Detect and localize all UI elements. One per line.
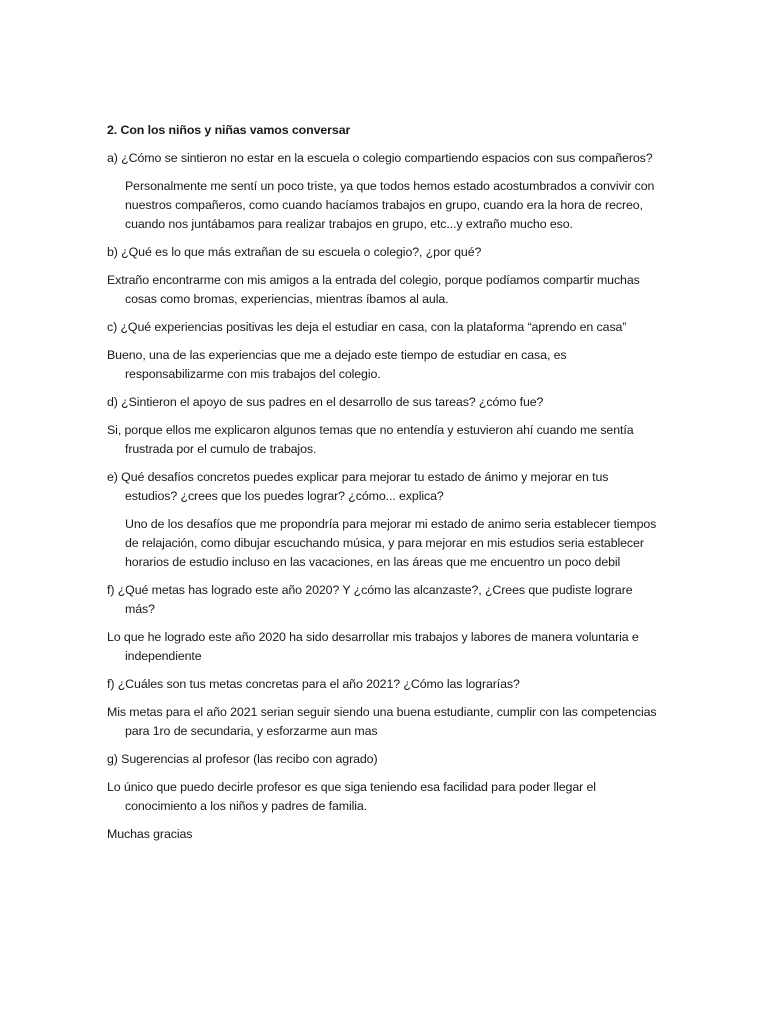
answer-f-2021: Mis metas para el año 2021 serian seguir siendo una buena estudiante, cumplir con las competencias para 1ro de secundaria, y esforzarme aun mas (107, 705, 657, 738)
closing-text: Muchas gracias (107, 827, 193, 841)
document-page (107, 121, 662, 853)
answer-f-2020: Lo que he logrado este año 2020 ha sido desarrollar mis trabajos y labores de manera voluntaria e independiente (107, 630, 639, 663)
question-f-2021: f) ¿Cuáles son tus metas concretas para el año 2021? ¿Cómo las lograrías? (107, 677, 520, 691)
answer-d: Si, porque ellos me explicaron algunos temas que no entendía y estuvieron ahí cuando me sentía frustrada por el cumulo de trabajos. (107, 423, 634, 456)
answer-a: Personalmente me sentí un poco triste, ya que todos hemos estado acostumbrados a convivir con nuestros compañeros, como cuando hacíamos trabajos en grupo, cuando era la hora de recreo, cuando nos juntábamos para realizar trabajos en grupo, etc...y extraño mucho eso. (125, 179, 655, 231)
answer-e: Uno de los desafíos que me propondría para mejorar mi estado de animo seria establecer tiempos de relajación, como dibujar escuchando música, y para mejorar en mis estudios seria establecer horarios de estudio incluso en las vacaciones, en las áreas que me encuentro un poco debil (125, 517, 657, 569)
question-d: d) ¿Sintieron el apoyo de sus padres en el desarrollo de sus tareas? ¿cómo fue? (107, 395, 544, 409)
answer-g: Lo único que puedo decirle profesor es que siga teniendo esa facilidad para poder llegar el conocimiento a los niños y padres de familia. (107, 780, 596, 813)
section-heading: 2. Con los niños y niñas vamos conversar (107, 123, 351, 137)
question-c: c) ¿Qué experiencias positivas les deja el estudiar en casa, con la plataforma “aprendo en casa” (107, 320, 627, 334)
question-e: e) Qué desafíos concretos puedes explicar para mejorar tu estado de ánimo y mejorar en tus estudios? ¿crees que los puedes lograr? ¿cómo... explica? (107, 470, 609, 503)
question-f-2020: f) ¿Qué metas has logrado este año 2020? Y ¿cómo las alcanzaste?, ¿Crees que pudiste lograre más? (107, 583, 633, 616)
answer-b: Extraño encontrarme con mis amigos a la entrada del colegio, porque podíamos compartir muchas cosas como bromas, experiencias, mientras íbamos al aula. (107, 273, 640, 306)
answer-c: Bueno, una de las experiencias que me a dejado este tiempo de estudiar en casa, es responsabilizarme con mis trabajos del colegio. (107, 348, 567, 381)
question-a: a) ¿Cómo se sintieron no estar en la escuela o colegio compartiendo espacios con sus compañeros? (107, 151, 653, 165)
question-g: g) Sugerencias al profesor (las recibo con agrado) (107, 752, 378, 766)
question-b: b) ¿Qué es lo que más extrañan de su escuela o colegio?, ¿por qué? (107, 245, 482, 259)
